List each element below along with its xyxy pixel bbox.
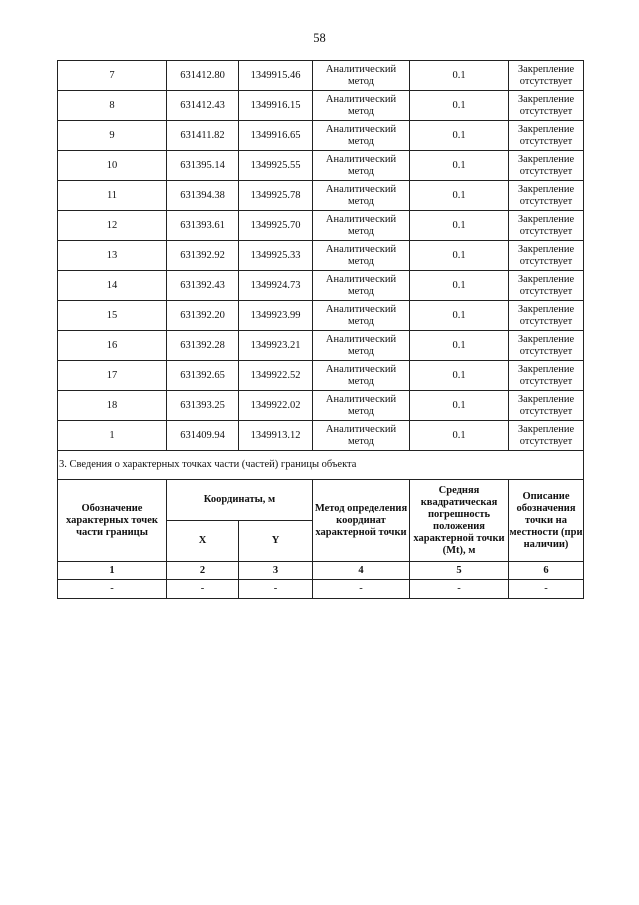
point-number: 10	[58, 151, 167, 181]
method-cell: Аналитический метод	[313, 271, 410, 301]
point-number: 13	[58, 241, 167, 271]
description-cell: Закрепление отсутствует	[509, 361, 584, 391]
description-cell: Закрепление отсутствует	[509, 271, 584, 301]
point-number: 7	[58, 61, 167, 91]
point-number: 16	[58, 331, 167, 361]
coordinate-y: 1349922.02	[239, 391, 313, 421]
header-method: Метод определения координат характерной точки	[313, 480, 410, 562]
description-cell: Закрепление отсутствует	[509, 331, 584, 361]
table-row	[58, 391, 584, 421]
point-number: 15	[58, 301, 167, 331]
empty-cell: -	[313, 580, 410, 599]
table-row	[58, 421, 584, 451]
table-row	[58, 331, 584, 361]
table-row	[58, 271, 584, 301]
point-number: 1	[58, 421, 167, 451]
method-cell: Аналитический метод	[313, 211, 410, 241]
coordinate-x: 631395.14	[167, 151, 239, 181]
coordinate-y: 1349922.52	[239, 361, 313, 391]
accuracy-cell: 0.1	[410, 211, 509, 241]
method-cell: Аналитический метод	[313, 361, 410, 391]
point-number: 17	[58, 361, 167, 391]
table-row	[58, 151, 584, 181]
accuracy-cell: 0.1	[410, 331, 509, 361]
coordinate-y: 1349913.12	[239, 421, 313, 451]
points-table	[57, 60, 584, 599]
coordinate-x: 631412.80	[167, 61, 239, 91]
coordinate-x: 631392.65	[167, 361, 239, 391]
description-cell: Закрепление отсутствует	[509, 301, 584, 331]
description-cell: Закрепление отсутствует	[509, 211, 584, 241]
accuracy-cell: 0.1	[410, 391, 509, 421]
empty-row	[58, 580, 584, 599]
table-row	[58, 61, 584, 91]
coordinate-x: 631392.43	[167, 271, 239, 301]
description-cell: Закрепление отсутствует	[509, 241, 584, 271]
section3-title: 3. Сведения о характерных точках части (частей) границы объекта	[58, 451, 584, 480]
coordinate-y: 1349916.15	[239, 91, 313, 121]
coordinate-x: 631393.25	[167, 391, 239, 421]
coordinate-y: 1349925.33	[239, 241, 313, 271]
accuracy-cell: 0.1	[410, 151, 509, 181]
empty-cell: -	[58, 580, 167, 599]
method-cell: Аналитический метод	[313, 61, 410, 91]
accuracy-cell: 0.1	[410, 301, 509, 331]
coordinate-y: 1349925.78	[239, 181, 313, 211]
points-table-body	[58, 61, 584, 451]
empty-cell: -	[509, 580, 584, 599]
method-cell: Аналитический метод	[313, 331, 410, 361]
coordinate-x: 631412.43	[167, 91, 239, 121]
column-numbers-row	[58, 562, 584, 580]
header-description: Описание обозначения точки на местности (при наличии)	[509, 480, 584, 562]
accuracy-cell: 0.1	[410, 121, 509, 151]
point-number: 9	[58, 121, 167, 151]
coordinate-y: 1349925.70	[239, 211, 313, 241]
description-cell: Закрепление отсутствует	[509, 61, 584, 91]
point-number: 18	[58, 391, 167, 421]
coordinate-y: 1349915.46	[239, 61, 313, 91]
description-cell: Закрепление отсутствует	[509, 151, 584, 181]
description-cell: Закрепление отсутствует	[509, 391, 584, 421]
accuracy-cell: 0.1	[410, 181, 509, 211]
table-row	[58, 121, 584, 151]
column-number: 1	[58, 562, 167, 580]
coordinate-y: 1349923.99	[239, 301, 313, 331]
method-cell: Аналитический метод	[313, 391, 410, 421]
method-cell: Аналитический метод	[313, 301, 410, 331]
table-row	[58, 301, 584, 331]
accuracy-cell: 0.1	[410, 271, 509, 301]
method-cell: Аналитический метод	[313, 181, 410, 211]
page-number: 58	[313, 31, 326, 45]
table-row	[58, 361, 584, 391]
accuracy-cell: 0.1	[410, 421, 509, 451]
coordinate-y: 1349925.55	[239, 151, 313, 181]
table-row	[58, 181, 584, 211]
table-row	[58, 91, 584, 121]
coordinate-y: 1349923.21	[239, 331, 313, 361]
method-cell: Аналитический метод	[313, 91, 410, 121]
coordinate-y: 1349924.73	[239, 271, 313, 301]
header-designation: Обозначение характерных точек части границы	[58, 480, 167, 562]
description-cell: Закрепление отсутствует	[509, 181, 584, 211]
empty-cell: -	[410, 580, 509, 599]
empty-cell: -	[167, 580, 239, 599]
coordinate-x: 631392.20	[167, 301, 239, 331]
header-y: Y	[239, 521, 313, 562]
coordinate-y: 1349916.65	[239, 121, 313, 151]
point-number: 14	[58, 271, 167, 301]
coordinate-x: 631409.94	[167, 421, 239, 451]
coordinate-x: 631392.92	[167, 241, 239, 271]
header-x: X	[167, 521, 239, 562]
coordinate-x: 631411.82	[167, 121, 239, 151]
table-row	[58, 241, 584, 271]
coordinate-x: 631392.28	[167, 331, 239, 361]
accuracy-cell: 0.1	[410, 91, 509, 121]
description-cell: Закрепление отсутствует	[509, 121, 584, 151]
column-number: 4	[313, 562, 410, 580]
column-number: 5	[410, 562, 509, 580]
method-cell: Аналитический метод	[313, 151, 410, 181]
table-row	[58, 211, 584, 241]
point-number: 12	[58, 211, 167, 241]
method-cell: Аналитический метод	[313, 121, 410, 151]
coordinate-x: 631393.61	[167, 211, 239, 241]
empty-cell: -	[239, 580, 313, 599]
description-cell: Закрепление отсутствует	[509, 91, 584, 121]
coordinate-x: 631394.38	[167, 181, 239, 211]
column-number: 2	[167, 562, 239, 580]
header-coordinates: Координаты, м	[167, 480, 313, 521]
accuracy-cell: 0.1	[410, 241, 509, 271]
header-accuracy: Средняя квадратическая погрешность положения характерной точки (Mt), м	[410, 480, 509, 562]
method-cell: Аналитический метод	[313, 421, 410, 451]
point-number: 8	[58, 91, 167, 121]
column-number: 3	[239, 562, 313, 580]
point-number: 11	[58, 181, 167, 211]
description-cell: Закрепление отсутствует	[509, 421, 584, 451]
method-cell: Аналитический метод	[313, 241, 410, 271]
accuracy-cell: 0.1	[410, 61, 509, 91]
section3-table	[58, 451, 584, 599]
column-number: 6	[509, 562, 584, 580]
accuracy-cell: 0.1	[410, 361, 509, 391]
